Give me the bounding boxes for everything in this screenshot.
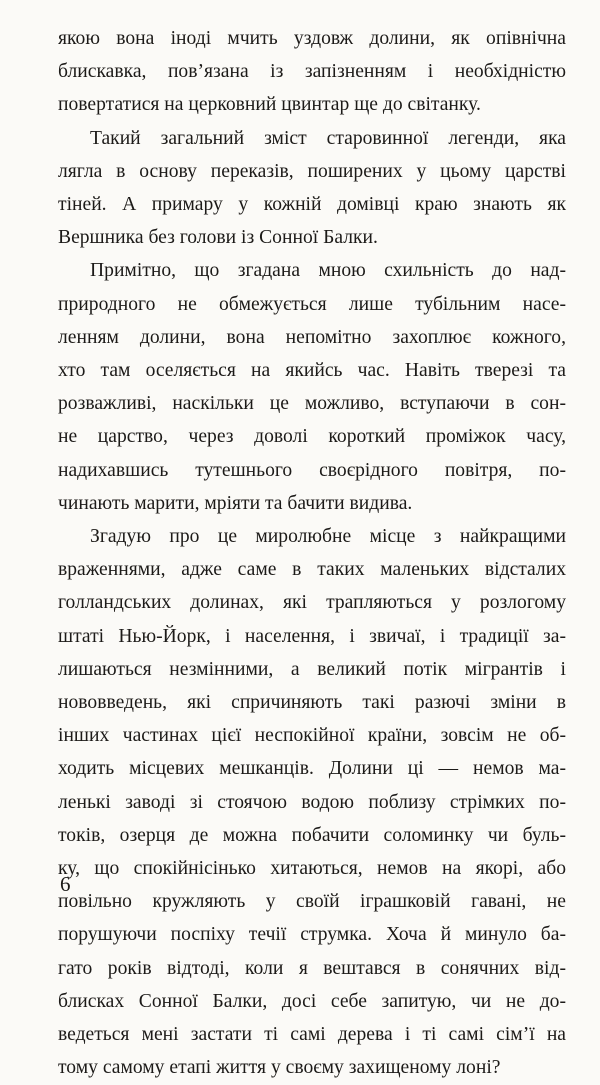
text-line: тому самому етапі життя у своєму захищеному лоні? [58,1057,501,1079]
text-line: гато років відтоді, коли я вештався в сонячних від- [58,957,566,979]
paragraph-2 [58,122,566,255]
text-line: ленькі заводі зі стоячою водою поблизу стрімких по- [58,791,566,813]
text-line: хто там оселяється на якийсь час. Навіть тверезі та [58,360,566,382]
text-line: ходить місцевих мешканців. Долини ці — немов ма- [58,758,566,780]
text-line: чинають марити, мріяти та бачити видива. [58,492,413,514]
text-line: Згадую про це миролюбне місце з найкращими [90,526,566,548]
text-line: інших частинах цієї неспокійної країни, зовсім не об- [58,725,566,747]
text-line: ленням долини, вона непомітно захоплює кожного, [58,326,566,348]
text-line: блискавка, пов’язана із запізненням і необхідністю [58,61,566,83]
text-line: повільно кружляють у своїй іграшковій гавані, не [58,891,566,913]
text-line: ку, що спокійнісінько хитаються, немов на якорі, або [58,858,566,880]
page-number: 6 [60,872,71,896]
text-line: Примітно, що згадана мною схильність до над- [90,260,566,282]
text-line: розважливі, наскільки це можливо, вступаючи в сон- [58,393,566,415]
text-line: порушуючи поспіху течії струмка. Хоча й минуло ба- [58,924,566,946]
text-line: ведеться мені застати ті самі дерева і ті самі сім’ї на [58,1024,566,1046]
page-text [58,22,566,1085]
paragraph-1 [58,22,566,122]
text-line: якою вона іноді мчить уздовж долини, як опівнічна [58,28,566,49]
text-line: надихавшись тутешнього своєрідного повітря, по- [58,459,566,481]
text-line: нововведень, які спричиняють такі разючі зміни в [58,692,566,714]
text-line: природного не обмежується лише тубільним насе- [58,293,566,315]
text-line: не царство, через доволі короткий проміжок часу, [58,426,566,448]
text-line: Такий загальний зміст старовинної легенди, яка [90,127,566,149]
text-line: токів, озерця де можна побачити соломинку чи буль- [58,824,566,846]
text-line: штаті Нью-Йорк, і населення, і звичаї, і традиції за- [58,625,566,647]
paragraph-3 [58,254,566,520]
text-line: Вершника без голови із Сонної Балки. [58,227,378,249]
text-line: блисках Сонної Балки, досі себе запитую, чи не до- [58,990,566,1012]
text-line: враженнями, адже саме в таких маленьких відсталих [58,559,566,581]
text-line: лягла в основу переказів, поширених у цьому царстві [58,160,566,182]
text-line: голландських долинах, які трапляються у розлогому [58,592,566,614]
text-line: лишаються незмінними, а великий потік мігрантів і [58,658,566,680]
text-line: тіней. А примару у кожній домівці краю знають як [58,194,566,216]
paragraph-4 [58,520,566,1084]
text-line: повертатися на церковний цвинтар ще до світанку. [58,94,481,116]
